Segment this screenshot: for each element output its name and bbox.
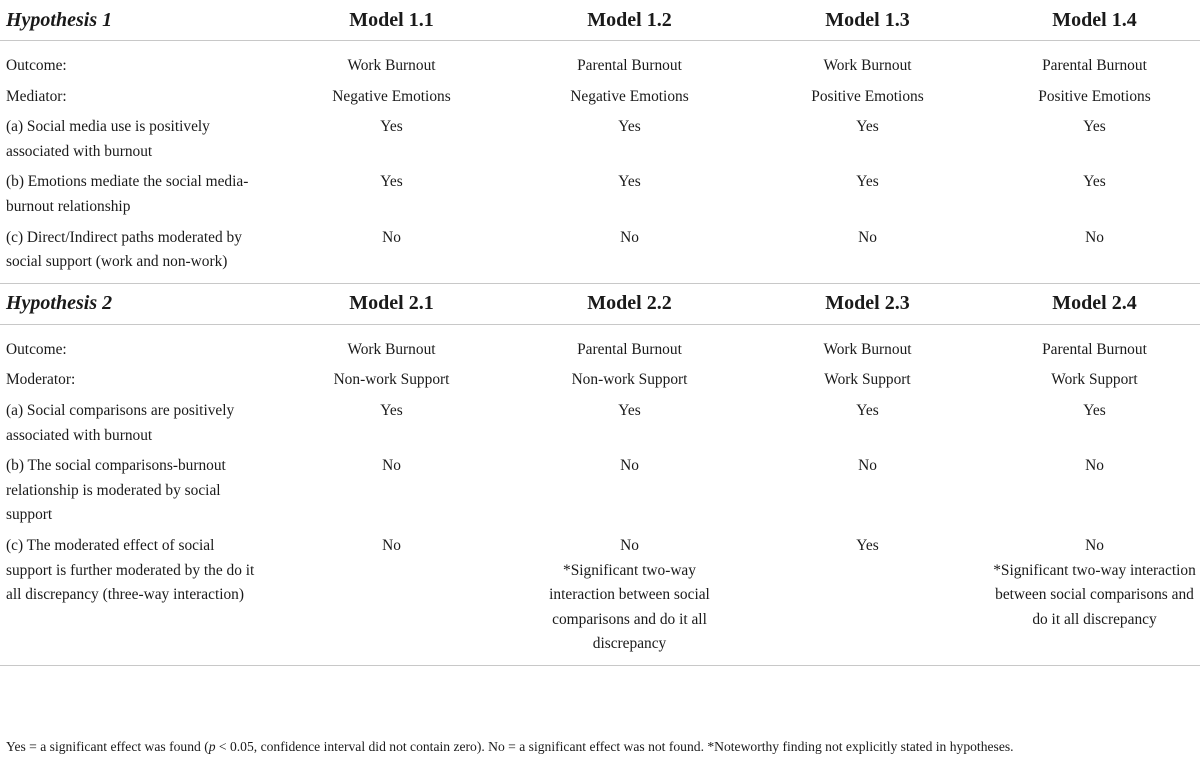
row-label: Moderator: xyxy=(6,371,76,389)
cell-value: Yes xyxy=(1083,401,1106,419)
model-2-2-header: Model 2.2 xyxy=(513,283,746,324)
cell-value-text: No xyxy=(620,536,639,554)
cell-value xyxy=(746,531,989,665)
table-footnote xyxy=(6,737,1196,757)
table-row xyxy=(0,223,1200,284)
cell-value-text: No xyxy=(382,536,401,554)
cell-value: Work Burnout xyxy=(347,57,436,74)
row-label: Outcome: xyxy=(6,57,67,74)
cell-value: Parental Burnout xyxy=(1042,57,1147,74)
cell-value: No xyxy=(989,223,1200,284)
cell-note: *Significant two-way interaction between social comparisons and do it all discrepancy xyxy=(993,561,1196,628)
model-1-2-header: Model 1.2 xyxy=(513,0,746,41)
hypothesis-1-title: Hypothesis 1 xyxy=(0,0,270,41)
cell-value: Positive Emotions xyxy=(811,87,924,105)
cell-value: Work Burnout xyxy=(347,340,436,358)
cell-note: *Significant two-way interaction between social comparisons and do it all discrepancy xyxy=(549,561,710,653)
row-label: Mediator: xyxy=(6,87,67,105)
model-1-1-header: Model 1.1 xyxy=(270,0,513,41)
cell-value-text: Yes xyxy=(856,536,879,554)
cell-value: Yes xyxy=(856,173,879,191)
cell-value: Work Support xyxy=(824,371,911,389)
cell-value: No xyxy=(513,223,746,284)
cell-value: No xyxy=(746,223,989,284)
cell-value: Non-work Support xyxy=(333,371,450,389)
table-row xyxy=(0,167,1200,222)
cell-value: Yes xyxy=(380,401,403,419)
footnote-part-2: < 0.05, confidence interval did not contain zero). No = a significant effect was not found. *Noteworthy finding not explicitly stated in hypotheses. xyxy=(215,739,1014,754)
cell-value: Work Burnout xyxy=(823,57,912,74)
hypothesis-2-header-row xyxy=(0,283,1200,324)
cell-value: Yes xyxy=(618,118,641,136)
cell-value xyxy=(513,531,746,665)
cell-value: Yes xyxy=(380,118,403,136)
cell-value: No xyxy=(270,223,513,284)
cell-value: Parental Burnout xyxy=(1042,340,1147,358)
table-row xyxy=(0,112,1200,167)
cell-value: Yes xyxy=(380,173,403,191)
row-label: (c) The moderated effect of social support is further moderated by the do it all discrepancy (three-way interaction) xyxy=(0,531,270,665)
cell-value: No xyxy=(382,457,401,475)
cell-value: Yes xyxy=(1083,173,1106,191)
model-2-4-header: Model 2.4 xyxy=(989,283,1200,324)
cell-value: Negative Emotions xyxy=(332,87,451,105)
cell-value: Parental Burnout xyxy=(577,57,682,74)
row-label: (a) Social media use is positively associated with burnout xyxy=(6,118,210,160)
cell-value: Work Support xyxy=(1051,371,1138,389)
model-2-3-header: Model 2.3 xyxy=(746,283,989,324)
row-label: Outcome: xyxy=(6,340,67,358)
cell-value xyxy=(989,531,1200,665)
cell-value: Non-work Support xyxy=(571,371,688,389)
model-2-1-header: Model 2.1 xyxy=(270,283,513,324)
cell-value: Parental Burnout xyxy=(577,340,682,358)
table-row xyxy=(0,324,1200,365)
table-row xyxy=(0,82,1200,113)
footnote-p-symbol: p xyxy=(208,739,216,754)
cell-value: Negative Emotions xyxy=(570,87,689,105)
cell-value: Positive Emotions xyxy=(1038,87,1151,105)
table-row xyxy=(0,365,1200,396)
row-label: (a) Social comparisons are positively associated with burnout xyxy=(6,401,235,444)
cell-value: Work Burnout xyxy=(823,340,912,358)
hypothesis-2-title: Hypothesis 2 xyxy=(0,283,270,324)
model-1-4-header: Model 1.4 xyxy=(989,0,1200,41)
cell-value: Yes xyxy=(856,401,879,419)
cell-value: No xyxy=(620,457,639,475)
model-1-3-header: Model 1.3 xyxy=(746,0,989,41)
footnote-part-1: Yes = a significant effect was found ( xyxy=(6,739,209,754)
row-label: (b) Emotions mediate the social media-burnout relationship xyxy=(6,173,249,215)
cell-value: No xyxy=(858,457,877,475)
cell-value: No xyxy=(1085,457,1104,475)
table-row xyxy=(0,41,1200,82)
hypothesis-1-header-row xyxy=(0,0,1200,41)
cell-value: Yes xyxy=(1083,118,1106,136)
table-row xyxy=(0,396,1200,451)
table-row xyxy=(0,451,1200,531)
cell-value: Yes xyxy=(856,118,879,136)
cell-value: Yes xyxy=(618,173,641,191)
row-label: (b) The social comparisons-burnout relationship is moderated by social support xyxy=(6,457,226,524)
cell-value-text: No xyxy=(1085,536,1104,554)
table-row xyxy=(0,531,1200,665)
row-label: (c) Direct/Indirect paths moderated by social support (work and non-work) xyxy=(0,223,270,284)
cell-value: Yes xyxy=(618,401,641,419)
cell-value xyxy=(270,531,513,665)
